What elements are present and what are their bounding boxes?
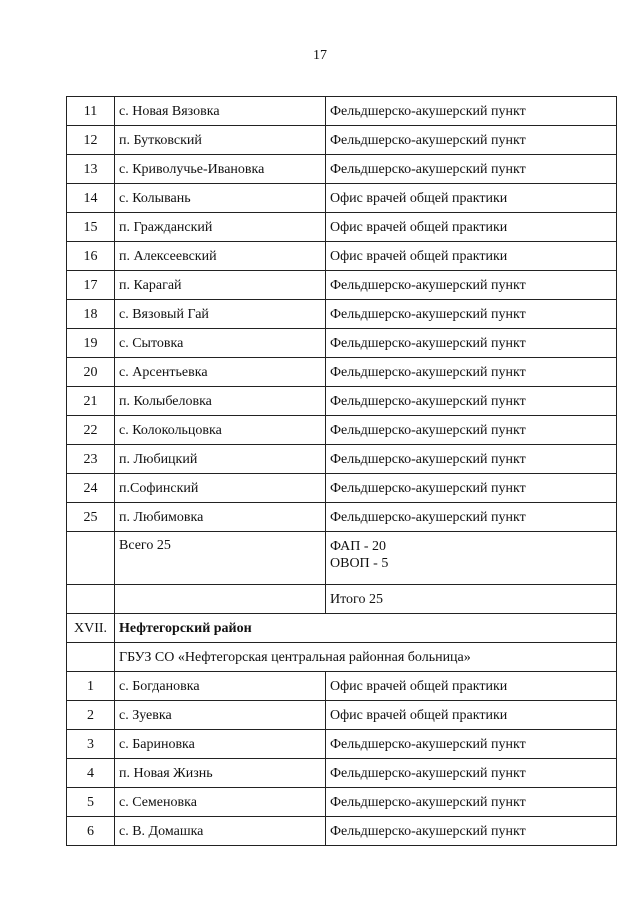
facility-type: Фельдшерско-акушерский пункт <box>326 97 617 126</box>
table-row <box>67 387 617 416</box>
table-row <box>67 271 617 300</box>
facility-type: Фельдшерско-акушерский пункт <box>326 126 617 155</box>
settlement-name: с. Колокольцовка <box>115 416 326 445</box>
table-row <box>67 126 617 155</box>
grand-total-row <box>67 585 617 614</box>
row-number: 24 <box>67 474 115 503</box>
summary-row <box>67 532 617 585</box>
district-name: Нефтегорский район <box>115 614 617 643</box>
table-row <box>67 300 617 329</box>
table-row <box>67 184 617 213</box>
table-row <box>67 701 617 730</box>
district-number: XVII. <box>67 614 115 643</box>
table-row <box>67 759 617 788</box>
row-number: 25 <box>67 503 115 532</box>
facility-type: Фельдшерско-акушерский пункт <box>326 788 617 817</box>
facility-type: Фельдшерско-акушерский пункт <box>326 416 617 445</box>
settlement-name: с. Сытовка <box>115 329 326 358</box>
settlement-name: п. Бутковский <box>115 126 326 155</box>
settlement-name: с. Семеновка <box>115 788 326 817</box>
settlement-name: с. Колывань <box>115 184 326 213</box>
row-number: 1 <box>67 672 115 701</box>
settlement-name: п. Колыбеловка <box>115 387 326 416</box>
facility-type: Фельдшерско-акушерский пункт <box>326 155 617 184</box>
facility-type: Фельдшерско-акушерский пункт <box>326 730 617 759</box>
hospital-name: ГБУЗ СО «Нефтегорская центральная районная больница» <box>115 643 617 672</box>
table-row <box>67 672 617 701</box>
settlement-name: п.Софинский <box>115 474 326 503</box>
facility-type: Офис врачей общей практики <box>326 213 617 242</box>
settlement-name: п. Алексеевский <box>115 242 326 271</box>
facility-type: Фельдшерско-акушерский пункт <box>326 329 617 358</box>
grand-total-empty-cell <box>115 585 326 614</box>
summary-breakdown <box>326 532 617 585</box>
ovop-count: ОВОП - 5 <box>330 556 389 571</box>
settlement-name: с. Бариновка <box>115 730 326 759</box>
hospital-row <box>67 643 617 672</box>
settlement-name: п. Карагай <box>115 271 326 300</box>
table-row <box>67 242 617 271</box>
facility-type: Фельдшерско-акушерский пункт <box>326 387 617 416</box>
row-number: 18 <box>67 300 115 329</box>
row-number: 16 <box>67 242 115 271</box>
row-number: 3 <box>67 730 115 759</box>
row-number: 13 <box>67 155 115 184</box>
settlement-name: с. Вязовый Гай <box>115 300 326 329</box>
table-row <box>67 445 617 474</box>
settlement-name: с. Зуевка <box>115 701 326 730</box>
settlement-name: с. Новая Вязовка <box>115 97 326 126</box>
grand-total: Итого 25 <box>326 585 617 614</box>
row-number: 23 <box>67 445 115 474</box>
row-number: 14 <box>67 184 115 213</box>
row-number: 6 <box>67 817 115 846</box>
total-label: Всего 25 <box>115 532 326 585</box>
facility-type: Офис врачей общей практики <box>326 184 617 213</box>
hospital-number-cell <box>67 643 115 672</box>
table-row <box>67 730 617 759</box>
table-row <box>67 503 617 532</box>
table-row <box>67 358 617 387</box>
district-header-row <box>67 614 617 643</box>
settlement-name: с. Богдановка <box>115 672 326 701</box>
settlement-name: с. В. Домашка <box>115 817 326 846</box>
table-row <box>67 416 617 445</box>
facility-type: Фельдшерско-акушерский пункт <box>326 759 617 788</box>
row-number: 5 <box>67 788 115 817</box>
facility-type: Фельдшерско-акушерский пункт <box>326 503 617 532</box>
row-number: 22 <box>67 416 115 445</box>
table-row <box>67 97 617 126</box>
facility-type: Фельдшерско-акушерский пункт <box>326 474 617 503</box>
row-number: 12 <box>67 126 115 155</box>
fap-count: ФАП - 20 <box>330 539 387 554</box>
settlement-name: с. Арсентьевка <box>115 358 326 387</box>
row-number: 15 <box>67 213 115 242</box>
facility-type: Фельдшерско-акушерский пункт <box>326 817 617 846</box>
facility-type: Фельдшерско-акушерский пункт <box>326 445 617 474</box>
facility-table-body <box>67 97 617 846</box>
row-number: 4 <box>67 759 115 788</box>
settlement-name: с. Криволучье-Ивановка <box>115 155 326 184</box>
facility-type: Фельдшерско-акушерский пункт <box>326 271 617 300</box>
table-row <box>67 817 617 846</box>
facility-type: Офис врачей общей практики <box>326 242 617 271</box>
table-row <box>67 155 617 184</box>
table-row <box>67 213 617 242</box>
row-number: 17 <box>67 271 115 300</box>
settlement-name: п. Гражданский <box>115 213 326 242</box>
facility-type: Фельдшерско-акушерский пункт <box>326 300 617 329</box>
row-number: 19 <box>67 329 115 358</box>
table-row <box>67 474 617 503</box>
row-number: 11 <box>67 97 115 126</box>
page-number: 17 <box>313 48 327 63</box>
facility-type: Фельдшерско-акушерский пункт <box>326 358 617 387</box>
settlement-name: п. Любимовка <box>115 503 326 532</box>
facility-type: Офис врачей общей практики <box>326 672 617 701</box>
facility-type: Офис врачей общей практики <box>326 701 617 730</box>
summary-number-cell <box>67 532 115 585</box>
table-row <box>67 329 617 358</box>
row-number: 2 <box>67 701 115 730</box>
row-number: 20 <box>67 358 115 387</box>
row-number: 21 <box>67 387 115 416</box>
settlement-name: п. Новая Жизнь <box>115 759 326 788</box>
settlement-name: п. Любицкий <box>115 445 326 474</box>
table-row <box>67 788 617 817</box>
grand-total-number-cell <box>67 585 115 614</box>
facility-table <box>66 96 617 846</box>
